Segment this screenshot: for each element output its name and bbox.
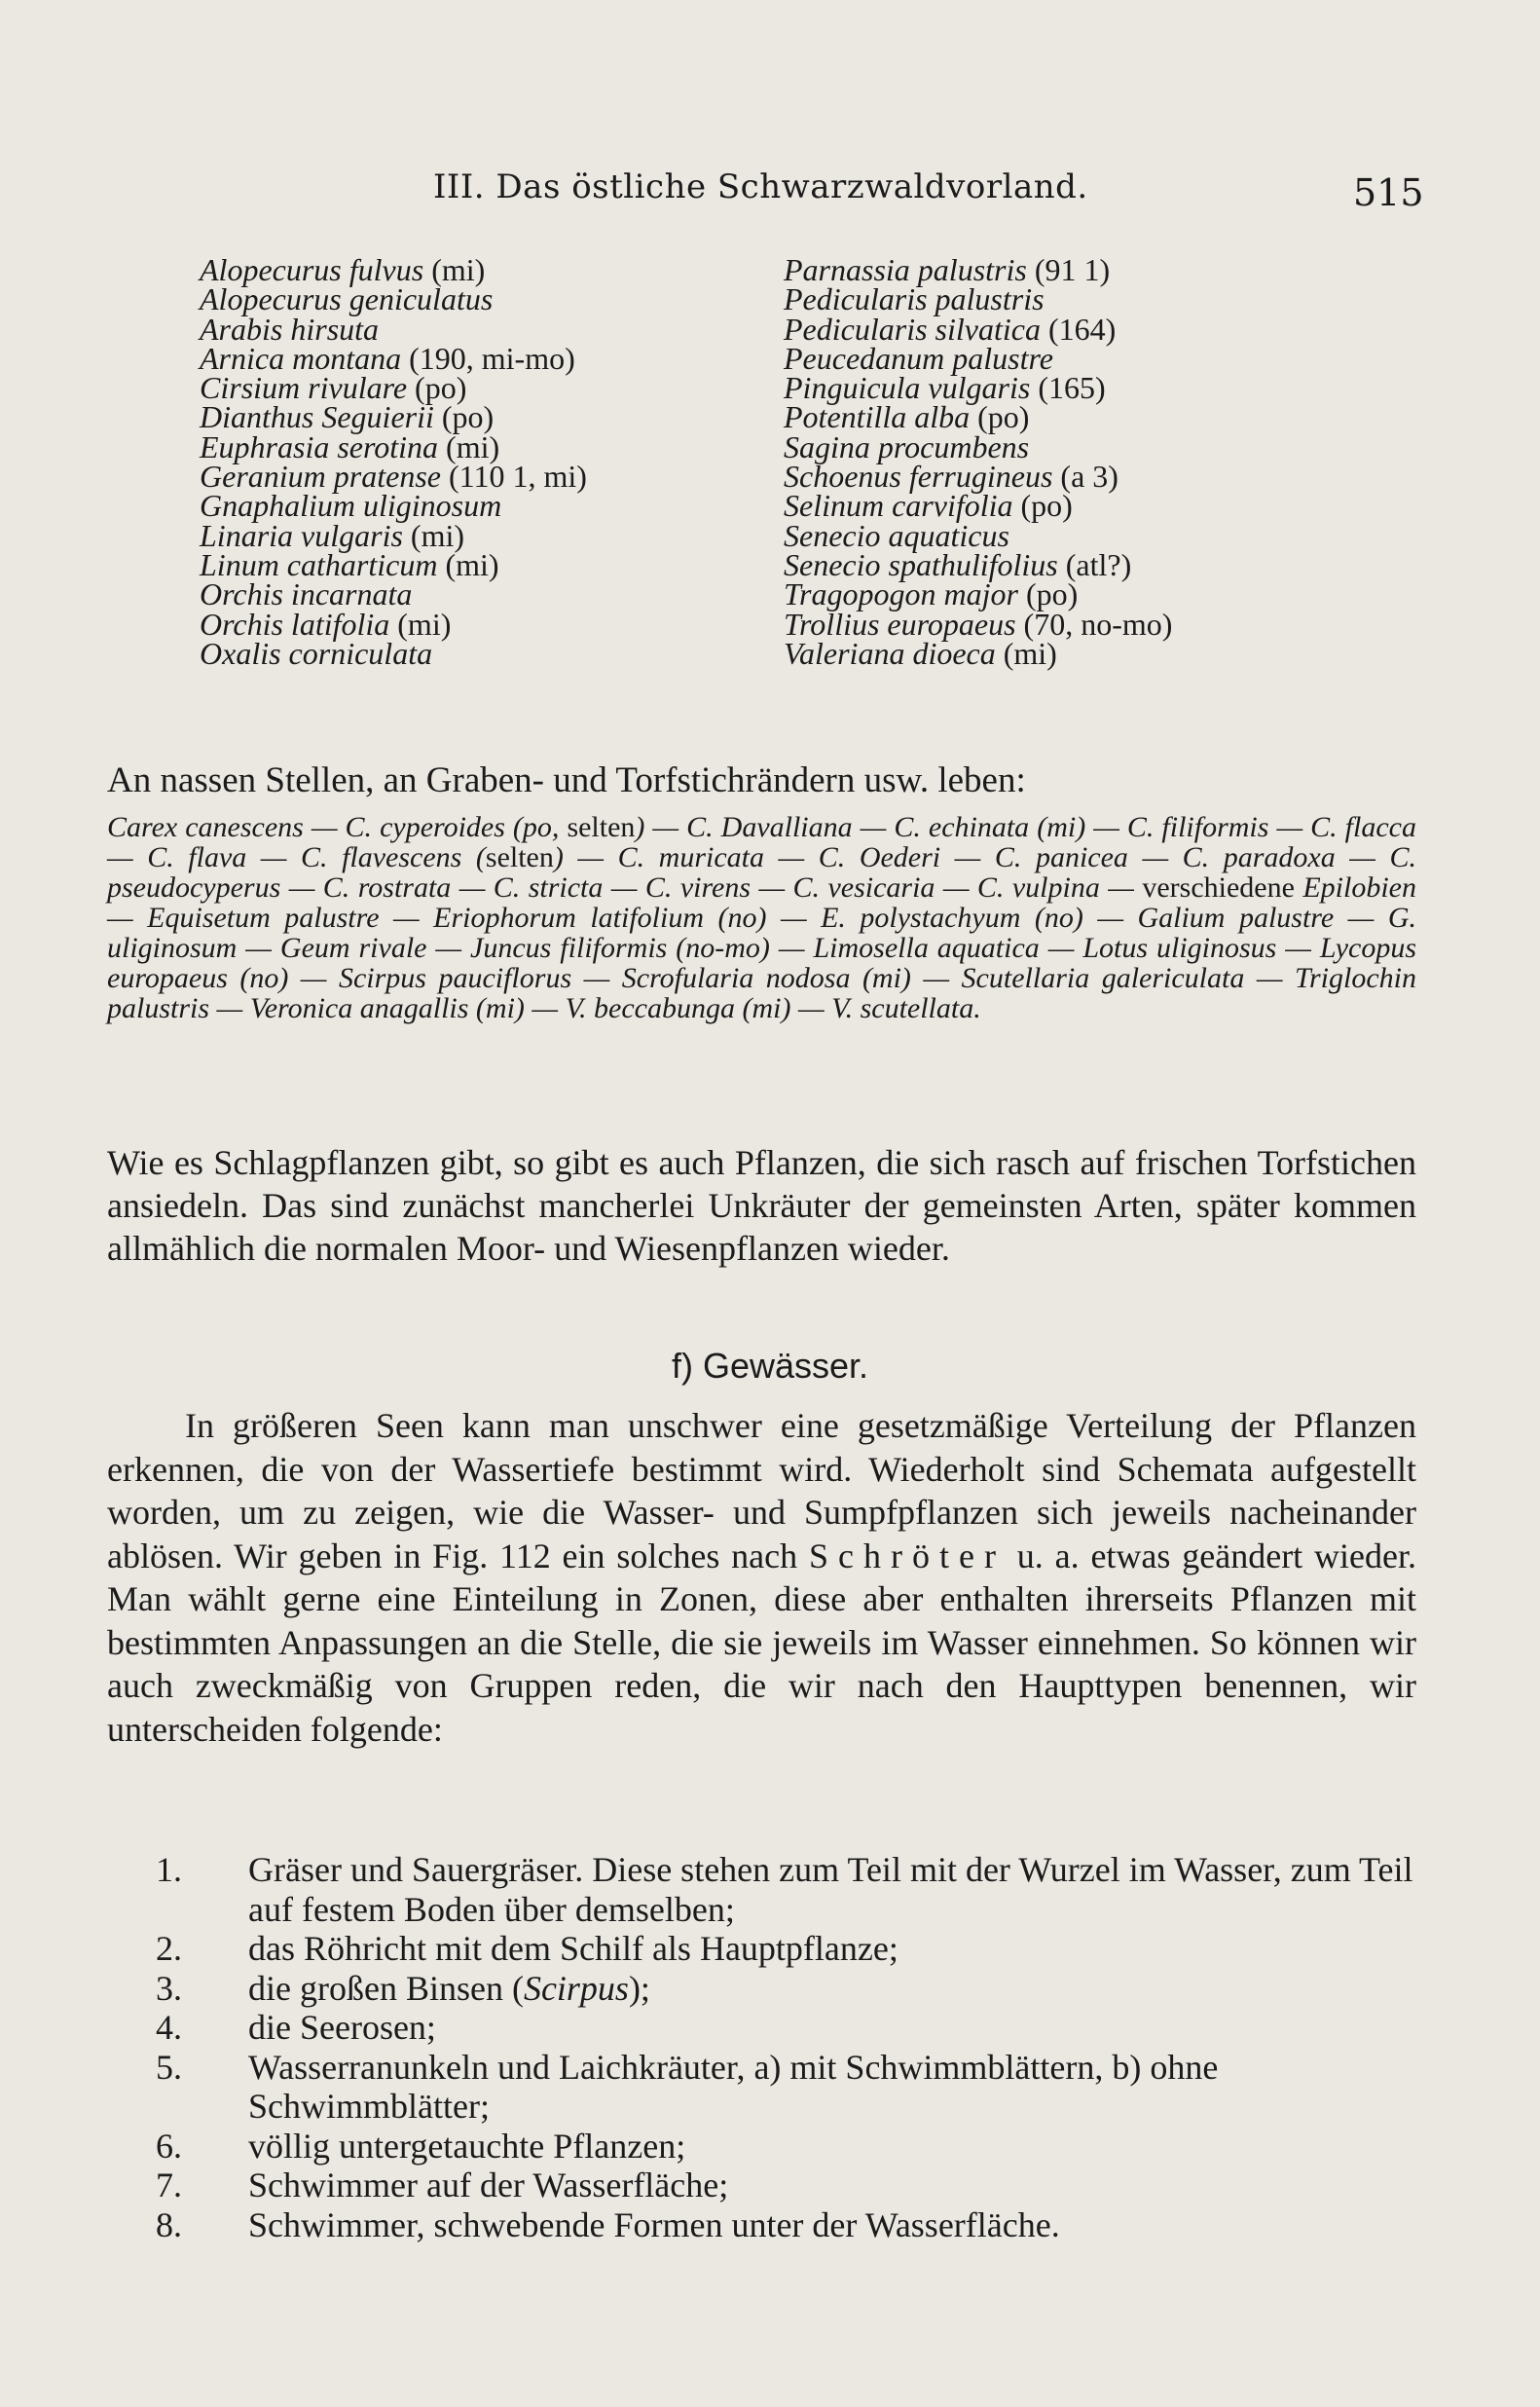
group-text-end: ); (628, 1968, 650, 2008)
group-number: 5. (156, 2047, 182, 2087)
species-name: Alopecurus fulvus (200, 252, 424, 287)
species-name: Cirsium rivulare (200, 370, 408, 406)
species-note: (110 1, mi) (440, 459, 587, 495)
species-entry (784, 370, 1172, 406)
species-entry (200, 340, 587, 376)
group-item (156, 1850, 1421, 1929)
species-name: Senecio aquaticus (784, 517, 1009, 553)
species-entry (200, 281, 587, 317)
species-note: (190, mi-mo) (401, 340, 575, 376)
species-text-b: ) — C. Davalliana — C. echinata (mi) — C. filiformis — C. flacca — C. flava — C. flavescens ( (107, 811, 1416, 873)
species-note: (165) (1030, 370, 1106, 406)
species-column-right (784, 252, 1173, 671)
species-name: Linaria vulgaris (200, 517, 403, 553)
species-note: (mi) (995, 635, 1057, 671)
species-entry (784, 517, 1172, 553)
author-name: Schröter (808, 1536, 1006, 1575)
group-number: 6. (156, 2126, 182, 2166)
group-number: 2. (156, 1929, 182, 1968)
species-entry (784, 546, 1172, 582)
group-number: 1. (156, 1850, 182, 1889)
species-entry (200, 370, 587, 406)
species-entry (784, 576, 1172, 612)
species-note: (mi) (402, 517, 465, 553)
species-entry (200, 252, 587, 287)
species-name: Orchis latifolia (200, 606, 390, 642)
species-name: Pedicularis palustris (784, 281, 1045, 317)
species-name: Arnica montana (200, 340, 402, 376)
paragraph-text: In größeren Seen kann man unschwer eine gesetzmäßige Verteilung der Pflanzen erkennen, die von der Wassertiefe bestimmt wird. Wiederholt sind Schemata aufgestellt worden, um zu zeigen, wie die Wasser- und Sumpfpflanzen sich jeweils nacheinander ablösen. Wir geben in Fig. 112 ein solches nach (107, 1406, 1416, 1575)
group-item (156, 2205, 1421, 2245)
group-text: Schwimmer auf der Wasserfläche; (248, 2166, 729, 2204)
wet-places-species-list (107, 812, 1416, 1023)
species-name: Peucedanum palustre (784, 340, 1053, 376)
group-number: 7. (156, 2166, 182, 2204)
species-name: Oxalis corniculata (200, 635, 433, 671)
group-text: die Seerosen; (248, 2008, 436, 2047)
species-entry (200, 635, 587, 671)
species-entry (784, 459, 1172, 495)
paragraph-clearing-plants: Wie es Schlagpflanzen gibt, so gibt es auch Pflanzen, die sich rasch auf frischen Torfstichen ansiedeln. Das sind zunächst mancherlei Unkräuter der gemeinsten Arten, später kommen allmählich die normalen Moor- und Wiesenpflanzen wieder. (107, 1143, 1416, 1268)
species-note: (po) (970, 399, 1030, 435)
group-text: völlig untergetauchte Pflanzen; (248, 2126, 686, 2166)
species-text-a: Carex canescens — C. cyperoides (po, (107, 811, 568, 843)
species-note: (a 3) (1052, 459, 1118, 495)
page-header (0, 167, 1540, 216)
species-note: (164) (1040, 311, 1117, 347)
species-note: (91 1) (1026, 252, 1111, 287)
group-item (156, 2008, 1421, 2048)
wet-places-lead: An nassen Stellen, an Graben- und Torfstichrändern usw. leben: (107, 760, 1026, 800)
species-entry (200, 606, 587, 642)
species-name: Trollius europaeus (784, 606, 1016, 642)
species-name: Valeriana dioeca (784, 635, 996, 671)
running-title: III. Das östliche Schwarzwaldvorland. (433, 167, 1088, 206)
group-text: das Röhricht mit dem Schilf als Hauptpflanze; (248, 1929, 898, 1968)
species-entry (200, 488, 587, 524)
rarity-note: selten (485, 841, 554, 873)
species-entry (200, 428, 587, 464)
species-name: Schoenus ferrugineus (784, 459, 1053, 495)
group-item (156, 1929, 1421, 1969)
species-note: (po) (433, 399, 495, 435)
species-text-d: Epilobien — Equisetum palustre — Eriophorum latifolium (no) — E. polystachyum (no) — Galium palustre — G. uliginosum — Geum rivale — Juncus filiformis (no-mo) — Limosella aquatica — Lotus uliginosus — Lycopus europaeus (no) — Scirpus pauciflorus — Scrofularia nodosa (mi) — Scutellaria galericulata — Triglochin palustris — Veronica anagallis (mi) — V. beccabunga (mi) — V. scutellata. (107, 871, 1416, 1024)
species-name: Potentilla alba (784, 399, 971, 435)
group-text: Gräser und Sauergräser. Diese stehen zum Teil mit der Wurzel im Wasser, zum Teil auf festem Boden über demselben; (248, 1850, 1413, 1929)
group-text: die großen Binsen ( (248, 1968, 524, 2008)
group-text-italic: Scirpus (523, 1968, 629, 2008)
species-note: (70, no-mo) (1015, 606, 1173, 642)
species-entry (200, 399, 587, 435)
section-heading: f) Gewässer. (671, 1346, 869, 1386)
species-entry (200, 311, 587, 347)
species-name: Euphrasia serotina (200, 428, 439, 464)
species-note: (atl?) (1057, 546, 1132, 582)
group-text: Schwimmer, schwebende Formen unter der Wasserfläche. (248, 2204, 1060, 2244)
species-name: Arabis hirsuta (200, 311, 380, 347)
species-note: (mi) (437, 546, 499, 582)
group-number: 3. (156, 1968, 182, 2008)
species-name: Pedicularis silvatica (784, 311, 1041, 347)
group-item (156, 2127, 1421, 2166)
species-entry (200, 517, 587, 553)
species-note: (po) (1017, 576, 1079, 612)
species-name: Alopecurus geniculatus (200, 281, 494, 317)
species-entry (784, 399, 1172, 435)
species-name: Tragopogon major (784, 576, 1018, 612)
species-entry (200, 576, 587, 612)
species-name: Orchis incarnata (200, 576, 413, 612)
species-column-left (200, 252, 587, 671)
species-name: Sagina procumbens (784, 428, 1030, 464)
species-entry (784, 340, 1172, 376)
species-entry (200, 546, 587, 582)
species-name: Dianthus Seguierii (200, 399, 434, 435)
group-number: 4. (156, 2008, 182, 2047)
species-name: Gnaphalium uliginosum (200, 488, 502, 524)
paragraph-text: u. a. etwas geändert wieder. Man wählt gerne eine Einteilung in Zonen, diese aber enthalten ihrerseits Pflanzen mit bestimmten Anpassungen an die Stelle, die sie jeweils im Wasser einnehmen. So können wir auch zweckmäßig von Gruppen reden, die wir nach den Haupttypen benennen, wir unterscheiden folgende: (107, 1536, 1416, 1749)
group-item (156, 2166, 1421, 2205)
species-note: (mi) (389, 606, 452, 642)
group-number: 8. (156, 2204, 182, 2244)
group-text: Wasserranunkeln und Laichkräuter, a) mit Schwimmblättern, b) ohne Schwimmblätter; (248, 2047, 1219, 2126)
species-note: (po) (407, 370, 467, 406)
species-entry (784, 635, 1172, 671)
species-entry (784, 606, 1173, 642)
qualifier-word: verschiedene (1142, 871, 1295, 904)
species-entry (784, 428, 1172, 464)
species-name: Pinguicula vulgaris (784, 370, 1031, 406)
group-item (156, 2048, 1421, 2127)
species-entry (784, 252, 1172, 287)
page-number: 515 (1353, 171, 1424, 214)
species-note: (po) (1012, 488, 1073, 524)
plant-groups-list (156, 1850, 1421, 2244)
species-entry (784, 311, 1172, 347)
group-item (156, 1969, 1421, 2009)
rarity-note: selten (567, 811, 636, 843)
species-note: (mi) (423, 252, 486, 287)
species-name: Geranium pratense (200, 459, 441, 495)
species-name: Parnassia palustris (784, 252, 1027, 287)
species-entry (784, 281, 1172, 317)
species-text-c: ) — C. muricata — C. Oederi — C. panicea — C. paradoxa — C. pseudocyperus — C. rostrata — C. stricta — C. virens — C. vesicaria — C. vulpina — (107, 841, 1416, 904)
species-name: Senecio spathulifolius (784, 546, 1058, 582)
species-name: Selinum carvifolia (784, 488, 1013, 524)
species-name: Linum catharticum (200, 546, 438, 582)
paragraph-waters (107, 1404, 1416, 1751)
species-entry (784, 488, 1172, 524)
species-note: (mi) (438, 428, 500, 464)
species-entry (200, 459, 587, 495)
